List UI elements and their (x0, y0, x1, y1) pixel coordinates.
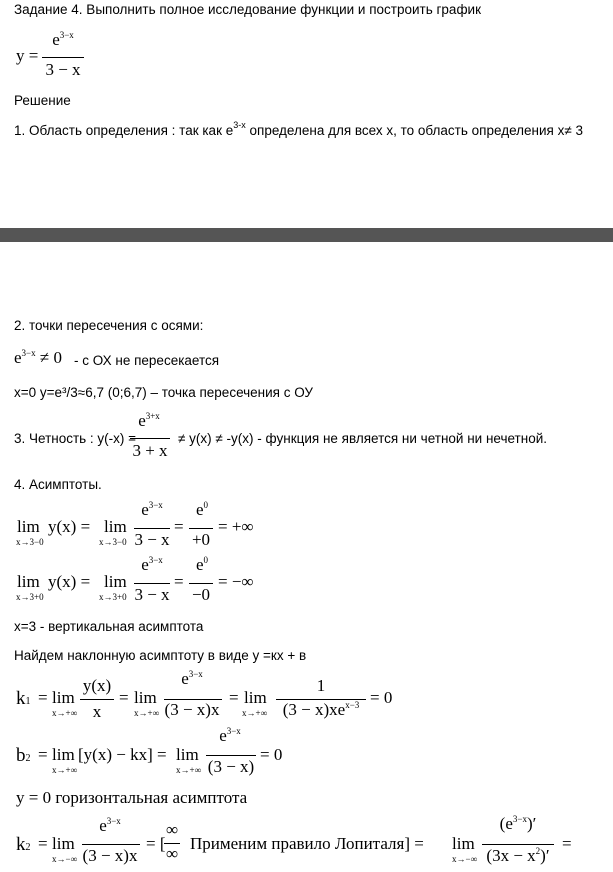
step3-fraction-bar (130, 438, 170, 439)
step2-ox-text: - с ОХ не пересекается (74, 353, 220, 368)
function-denominator: 3 − x (45, 60, 81, 79)
lim2-lim: lim (17, 572, 40, 591)
b2-lhs: b2 (16, 745, 31, 766)
k2-text: Применим правило Лопиталя] = (190, 834, 424, 853)
b2-den: (3 − x) (207, 757, 255, 776)
lim2-sub: x→3+0 (16, 592, 44, 602)
k2-result: = (562, 834, 572, 853)
lim1-num2: $e^0$ (195, 500, 209, 519)
k2-inf-den: ∞ (165, 844, 179, 863)
k1-lim3: lim (244, 688, 267, 707)
document-page-1 (0, 0, 613, 228)
lim1-den: 3 − x (134, 530, 170, 549)
k2-f2-den: $(3x - x^2)'$ (486, 846, 550, 865)
lim2-sub2: x→3+0 (99, 592, 127, 602)
oblique-intro-text: Найдем наклонную асимптоту в виде y =кх + в (14, 648, 307, 663)
horizontal-asymptote-text: y = 0 горизонтальная асимптота (16, 788, 248, 807)
lim2-lim2: lim (104, 572, 127, 591)
k1-f1-den: x (92, 702, 102, 721)
k2-eq2: = [ (146, 834, 166, 853)
b2-sub2: x→+∞ (176, 765, 201, 775)
document-page-2 (0, 242, 613, 872)
step3-suffix: ≠ y(x) ≠ -y(x) - функция не является ни четной ни нечетной. (178, 431, 547, 446)
k1-lhs: k1 (16, 688, 31, 709)
step1-domain: 1. Область определения : так как $e^{3-x}$ определена для всех x, то область определения x≠ 3 (14, 120, 583, 138)
k2-sub: x→−∞ (52, 854, 77, 864)
b2-lim: lim (52, 745, 75, 764)
k2-lim: lim (52, 834, 75, 853)
step3-numerator: $e^{3+x}$ (138, 411, 160, 430)
step2-oy-text: x=0 y=e³/3≈6,7 (0;6,7) – точка пересечения с ОУ (14, 385, 314, 400)
k1-f3-den: $(3 - x)xe^{x-3}$ (282, 700, 360, 719)
lim1-sub: x→3−0 (16, 537, 44, 547)
k1-eq2: = (119, 688, 129, 707)
b2-sub: x→+∞ (52, 765, 77, 775)
step2-formula: $e^{3-x} \ne 0$ (14, 348, 62, 367)
k2-f1-num: $e^{3-x}$ (99, 816, 121, 835)
k1-f3-num: 1 (316, 676, 326, 695)
task-title: Задание 4. Выполнить полное исследование функции и построить график (14, 2, 481, 17)
k2-inf-num: ∞ (165, 820, 179, 839)
lim2-num2: $e^0$ (195, 555, 209, 574)
k1-sub2: x→+∞ (134, 708, 159, 718)
step3-denominator: 3 + x (132, 441, 168, 460)
k2-f2-num: $(e^{3-x})'$ (499, 814, 537, 833)
lim1-eq: = (174, 517, 184, 536)
k1-f1-bar (80, 699, 114, 700)
lim2-den: 3 − x (134, 585, 170, 604)
k1-sub3: x→+∞ (242, 708, 267, 718)
lim2-lhs: y(x) = (48, 572, 91, 591)
k2-f2-bar (482, 844, 554, 845)
b2-result: = 0 (260, 745, 283, 764)
k1-sub: x→+∞ (52, 708, 77, 718)
k2-sub2: x→−∞ (452, 854, 477, 864)
lim1-den2: +0 (191, 530, 211, 549)
lim1-result: = +∞ (218, 517, 254, 536)
k1-f2-den: (3 − x)x (164, 700, 220, 719)
b2-bar (206, 755, 256, 756)
k2-f1-den: (3 − x)x (82, 846, 138, 865)
lim1-lhs: y(x) = (48, 517, 91, 536)
k2-lim2: lim (452, 834, 475, 853)
lim2-den2: −0 (191, 585, 211, 604)
function-numerator: $e^{3-x}$ (52, 30, 74, 49)
function-fraction-bar (42, 57, 84, 58)
k1-f2-num: $e^{3-x}$ (181, 669, 203, 688)
lim1-bar2 (189, 528, 213, 529)
lim1-lim2: lim (104, 517, 127, 536)
page-separator (0, 228, 613, 242)
b2-mid: [y(x) − kx] = (78, 745, 167, 764)
vertical-asymptote-text: x=3 - вертикальная асимптота (14, 619, 204, 634)
b2-eq1: = (38, 745, 48, 764)
lim1-sub2: x→3−0 (99, 537, 127, 547)
lim2-result: = −∞ (218, 572, 254, 591)
k2-lhs: k2 (16, 834, 31, 855)
b2-lim2: lim (176, 745, 199, 764)
k1-f1-num: y(x) (82, 676, 112, 695)
k2-f1-bar (82, 844, 140, 845)
k1-eq3: = (229, 688, 239, 707)
k1-lim2: lim (134, 688, 157, 707)
lim2-eq: = (174, 572, 184, 591)
lim1-bar (134, 528, 170, 529)
lim2-bar (134, 583, 170, 584)
solution-heading: Решение (14, 93, 71, 108)
lim1-num: $e^{3-x}$ (141, 500, 163, 519)
step3-prefix: 3. Четность : y(-x) = (14, 431, 137, 446)
b2-num: $e^{3-x}$ (219, 726, 241, 745)
lim2-num: $e^{3-x}$ (141, 555, 163, 574)
k2-eq1: = (38, 834, 48, 853)
step2-title: 2. точки пересечения с осями: (14, 318, 204, 333)
lim2-bar2 (189, 583, 213, 584)
function-lhs: y = (16, 46, 39, 65)
k1-eq1: = (38, 688, 48, 707)
lim1-lim: lim (17, 517, 40, 536)
k1-result: = 0 (370, 688, 393, 707)
step4-title: 4. Асимптоты. (14, 477, 102, 492)
k1-lim: lim (52, 688, 75, 707)
